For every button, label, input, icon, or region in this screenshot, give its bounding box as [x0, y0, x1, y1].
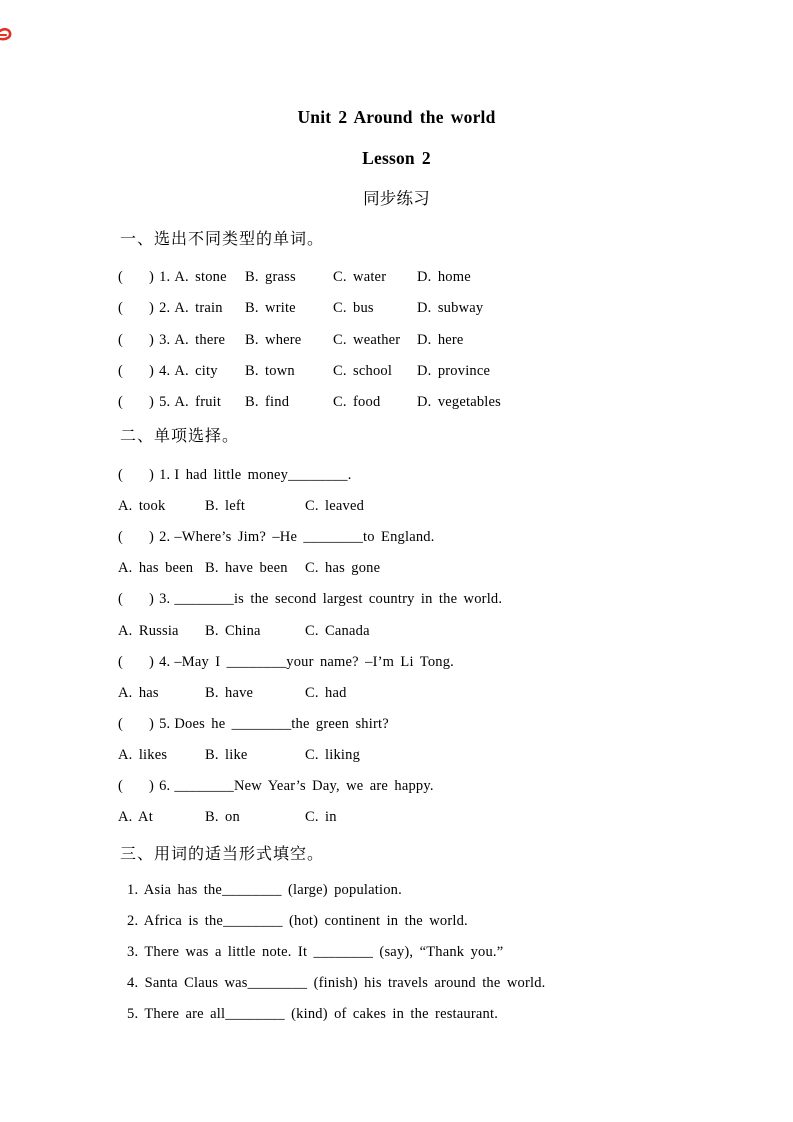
paren-close: )	[149, 467, 155, 484]
question-number: 4.	[159, 362, 171, 379]
option-b: B. have been	[205, 560, 288, 577]
option-c: C. bus	[333, 300, 374, 317]
section2-heading: 二、单项选择。	[120, 428, 240, 445]
paren-open: (	[118, 394, 124, 411]
option-a: A. city	[174, 362, 218, 379]
option-a: A. fruit	[174, 394, 222, 411]
option-c: C. weather	[333, 331, 401, 348]
question-cell	[118, 363, 245, 380]
option-d: D. vegetables	[417, 394, 502, 411]
paren-close: )	[149, 394, 155, 411]
question-number: 5.	[159, 715, 171, 732]
question-cell	[118, 300, 245, 317]
option-b: B. on	[205, 809, 240, 826]
question-row	[118, 522, 718, 553]
paren-close: )	[149, 529, 155, 546]
question-number: 1.	[159, 467, 171, 484]
option-a: A. stone	[174, 269, 227, 286]
question-number: 3.	[159, 331, 171, 348]
paren-open: (	[118, 715, 124, 732]
question-cell	[118, 394, 245, 411]
question-text: Does he ________the green shirt?	[174, 715, 389, 732]
question-row	[118, 387, 678, 418]
option-c: C. water	[333, 269, 387, 286]
lesson-title: Lesson 2	[362, 148, 431, 168]
option-b: B. like	[205, 746, 248, 763]
option-c: C. had	[305, 684, 347, 701]
question-cell	[118, 269, 245, 286]
option-c: C. food	[333, 394, 381, 411]
options-row	[118, 491, 718, 522]
question-number: 4.	[159, 653, 171, 670]
option-d: D. subway	[417, 300, 484, 317]
paren-close: )	[149, 331, 155, 348]
option-d: D. province	[417, 362, 491, 379]
option-a: A. has	[118, 684, 159, 701]
option-a: A. Russia	[118, 622, 179, 639]
options-row	[118, 740, 718, 771]
question-text: –Where’s Jim? –He ________to England.	[174, 529, 435, 546]
options-row	[118, 615, 718, 646]
option-b: B. write	[245, 300, 296, 317]
option-c: C. liking	[305, 746, 361, 763]
question-number: 2.	[159, 300, 171, 317]
options-row	[118, 678, 718, 709]
option-a: A. there	[174, 331, 226, 348]
question-number: 3.	[159, 591, 171, 608]
question-row	[118, 771, 718, 802]
paren-open: (	[118, 300, 124, 317]
paren-close: )	[149, 362, 155, 379]
paren-open: (	[118, 467, 124, 484]
paren-close: )	[149, 715, 155, 732]
question-number: 1.	[159, 269, 171, 286]
fill-blank-item: 3. There was a little note. It ________ (say), “Thank you.”	[127, 944, 504, 961]
paren-open: (	[118, 777, 124, 794]
option-b: B. where	[245, 331, 302, 348]
option-a: A. has been	[118, 560, 194, 577]
paren-open: (	[118, 653, 124, 670]
question-row	[118, 709, 718, 740]
paren-close: )	[149, 777, 155, 794]
paren-close: )	[149, 591, 155, 608]
question-row	[118, 647, 718, 678]
question-text: ________New Year’s Day, we are happy.	[174, 777, 434, 794]
exercise-subtitle: 同步练习	[363, 189, 430, 208]
option-d: D. here	[417, 331, 464, 348]
section3-heading: 三、用词的适当形式填空。	[120, 846, 325, 863]
option-c: C. in	[305, 809, 337, 826]
fill-blank-item: 5. There are all________ (kind) of cakes in the restaurant.	[127, 1006, 499, 1023]
option-b: B. have	[205, 684, 254, 701]
section1-heading: 一、选出不同类型的单词。	[120, 231, 325, 248]
option-b: B. left	[205, 498, 246, 515]
option-b: B. find	[245, 394, 290, 411]
question-number: 6.	[159, 777, 171, 794]
question-row	[118, 356, 678, 387]
question-row	[118, 325, 678, 356]
fill-blank-item: 4. Santa Claus was________ (finish) his travels around the world.	[127, 975, 546, 992]
option-c: C. has gone	[305, 560, 381, 577]
fill-blank-item: 1. Asia has the________ (large) population.	[127, 882, 402, 899]
paren-close: )	[149, 300, 155, 317]
red-watermark-icon	[0, 27, 14, 42]
question-row	[118, 584, 718, 615]
question-cell	[118, 332, 245, 349]
section2-question-list	[118, 460, 718, 833]
option-c: C. Canada	[305, 622, 370, 639]
options-row	[118, 802, 718, 833]
option-c: C. leaved	[305, 498, 365, 515]
question-text: –May I ________your name? –I’m Li Tong.	[174, 653, 454, 670]
paren-open: (	[118, 362, 124, 379]
paren-close: )	[149, 653, 155, 670]
option-a: A. took	[118, 498, 166, 515]
option-a: A. likes	[118, 746, 168, 763]
question-number: 2.	[159, 529, 171, 546]
question-row	[118, 293, 678, 324]
fill-blank-item: 2. Africa is the________ (hot) continent in the world.	[127, 913, 468, 930]
section1-question-list	[118, 262, 678, 418]
option-a: A. train	[174, 300, 223, 317]
paren-close: )	[149, 269, 155, 286]
question-row	[118, 262, 678, 293]
options-row	[118, 553, 718, 584]
paren-open: (	[118, 269, 124, 286]
question-text: ________is the second largest country in the world.	[174, 591, 503, 608]
option-d: D. home	[417, 269, 471, 286]
option-a: A. At	[118, 809, 153, 826]
unit-title: Unit 2 Around the world	[297, 107, 496, 127]
paren-open: (	[118, 331, 124, 348]
question-number: 5.	[159, 394, 171, 411]
option-b: B. grass	[245, 269, 296, 286]
option-b: B. town	[245, 362, 295, 379]
option-c: C. school	[333, 362, 393, 379]
section3-item-list	[127, 875, 727, 1030]
question-row	[118, 460, 718, 491]
question-text: I had little money________.	[174, 467, 352, 484]
option-b: B. China	[205, 622, 261, 639]
paren-open: (	[118, 591, 124, 608]
paren-open: (	[118, 529, 124, 546]
